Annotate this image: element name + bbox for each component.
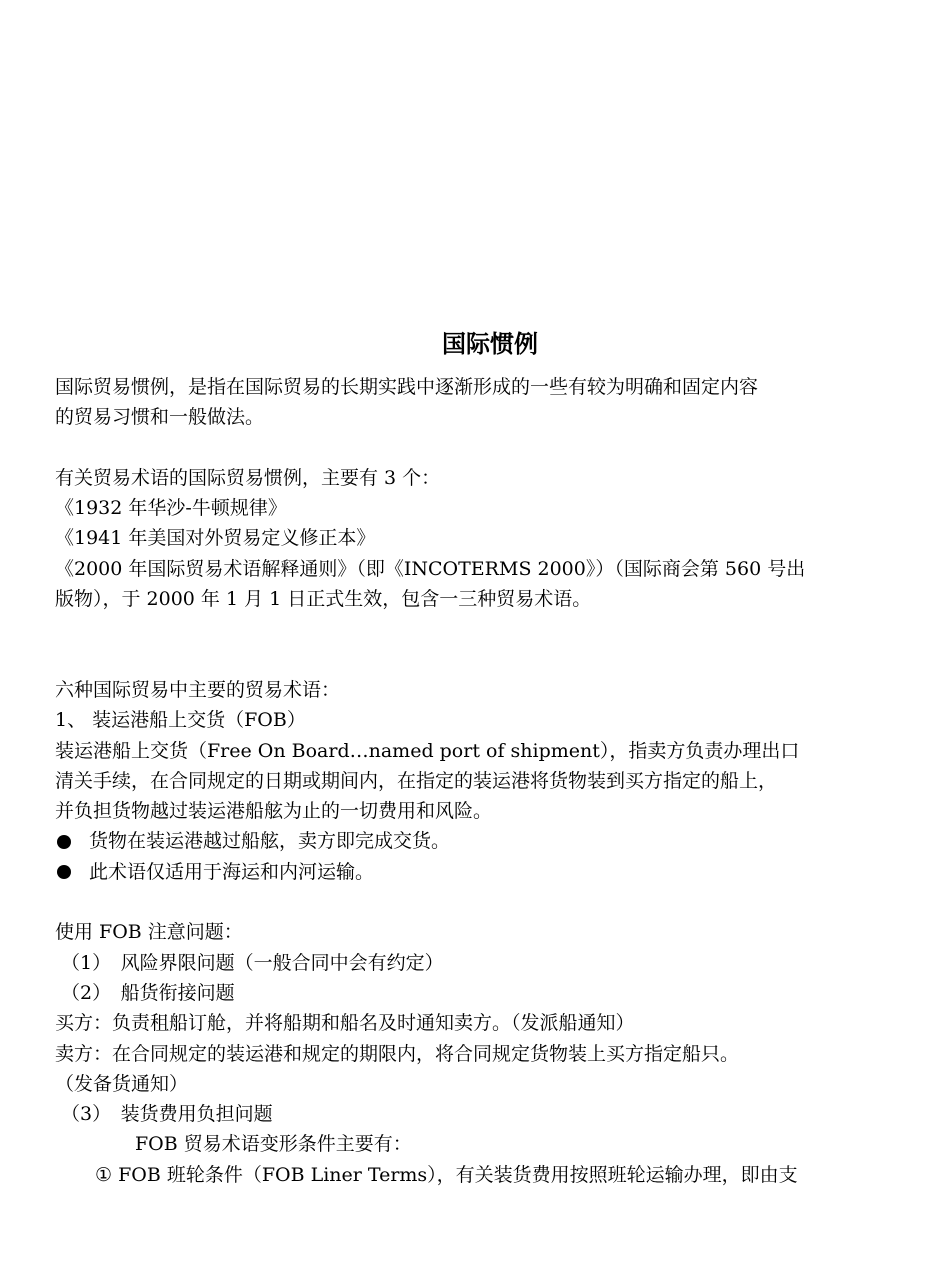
fob-definition-line: 清关手续，在合同规定的日期或期间内，在指定的装运港将货物装到买方指定的船上， <box>55 769 778 792</box>
fob-definition-line: 装运港船上交货（Free On Board…named port of shipment），指卖方负责办理出口 <box>55 739 800 762</box>
rule-item-continued: 版物），于 2000 年 1 月 1 日正式生效，包含一三种贸易术语。 <box>55 588 592 611</box>
fob-definition-line: 并负担货物越过装运港船舷为止的一切费用和风险。 <box>55 800 493 823</box>
seller-duty-continued: （发备货通知） <box>55 1072 189 1095</box>
page-title: 国际惯例 <box>442 330 538 358</box>
bullet-text: 此术语仅适用于海运和内河运输。 <box>89 860 375 883</box>
variant-item: ① FOB 班轮条件（FOB Liner Terms），有关装货费用按照班轮运输办理，即由支 <box>95 1163 798 1186</box>
seller-duty: 卖方：在合同规定的装运港和规定的期限内，将合同规定货物装上买方指定船只。 <box>55 1042 740 1065</box>
rule-item: 《1932 年华沙-牛顿规律》 <box>55 497 287 520</box>
bullet-item <box>55 857 935 887</box>
buyer-duty: 买方：负责租船订舱，并将船期和船名及时通知卖方。（发派船通知） <box>55 1012 635 1035</box>
intro-paragraph <box>55 372 935 433</box>
bullet-text: 货物在装运港越过船舷，卖方即完成交货。 <box>89 830 451 853</box>
bullet-dot-icon <box>57 835 71 849</box>
blank-line <box>55 433 935 463</box>
note-item: （1） 风险界限问题（一般合同中会有约定） <box>61 951 444 974</box>
bullet-dot-icon <box>57 865 71 879</box>
rule-item: 《2000 年国际贸易术语解释通则》（即《INCOTERMS 2000》）（国际商会第 560 号出 <box>55 557 806 580</box>
bullet-item <box>55 826 935 856</box>
terms-intro-text: 有关贸易术语的国际贸易惯例，主要有 3 个： <box>55 466 441 489</box>
note-item: （2） 船货衔接问题 <box>61 981 235 1004</box>
note-item: （3） 装货费用负担问题 <box>61 1103 273 1126</box>
fob-heading: 1、 装运港船上交货（FOB） <box>55 709 306 732</box>
document-body <box>55 372 935 1190</box>
notes-heading: 使用 FOB 注意问题： <box>55 921 243 944</box>
section-heading: 六种国际贸易中主要的贸易术语： <box>55 678 341 701</box>
paragraph-line: 国际贸易惯例，是指在国际贸易的长期实践中逐渐形成的一些有较为明确和固定内容 <box>55 376 759 398</box>
blank-lines <box>55 614 935 675</box>
paragraph-line: 的贸易习惯和一般做法。 <box>55 406 265 429</box>
variants-heading: FOB 贸易术语变形条件主要有： <box>135 1133 412 1156</box>
blank-line <box>55 887 935 917</box>
rule-item: 《1941 年美国对外贸易定义修正本》 <box>55 527 376 550</box>
